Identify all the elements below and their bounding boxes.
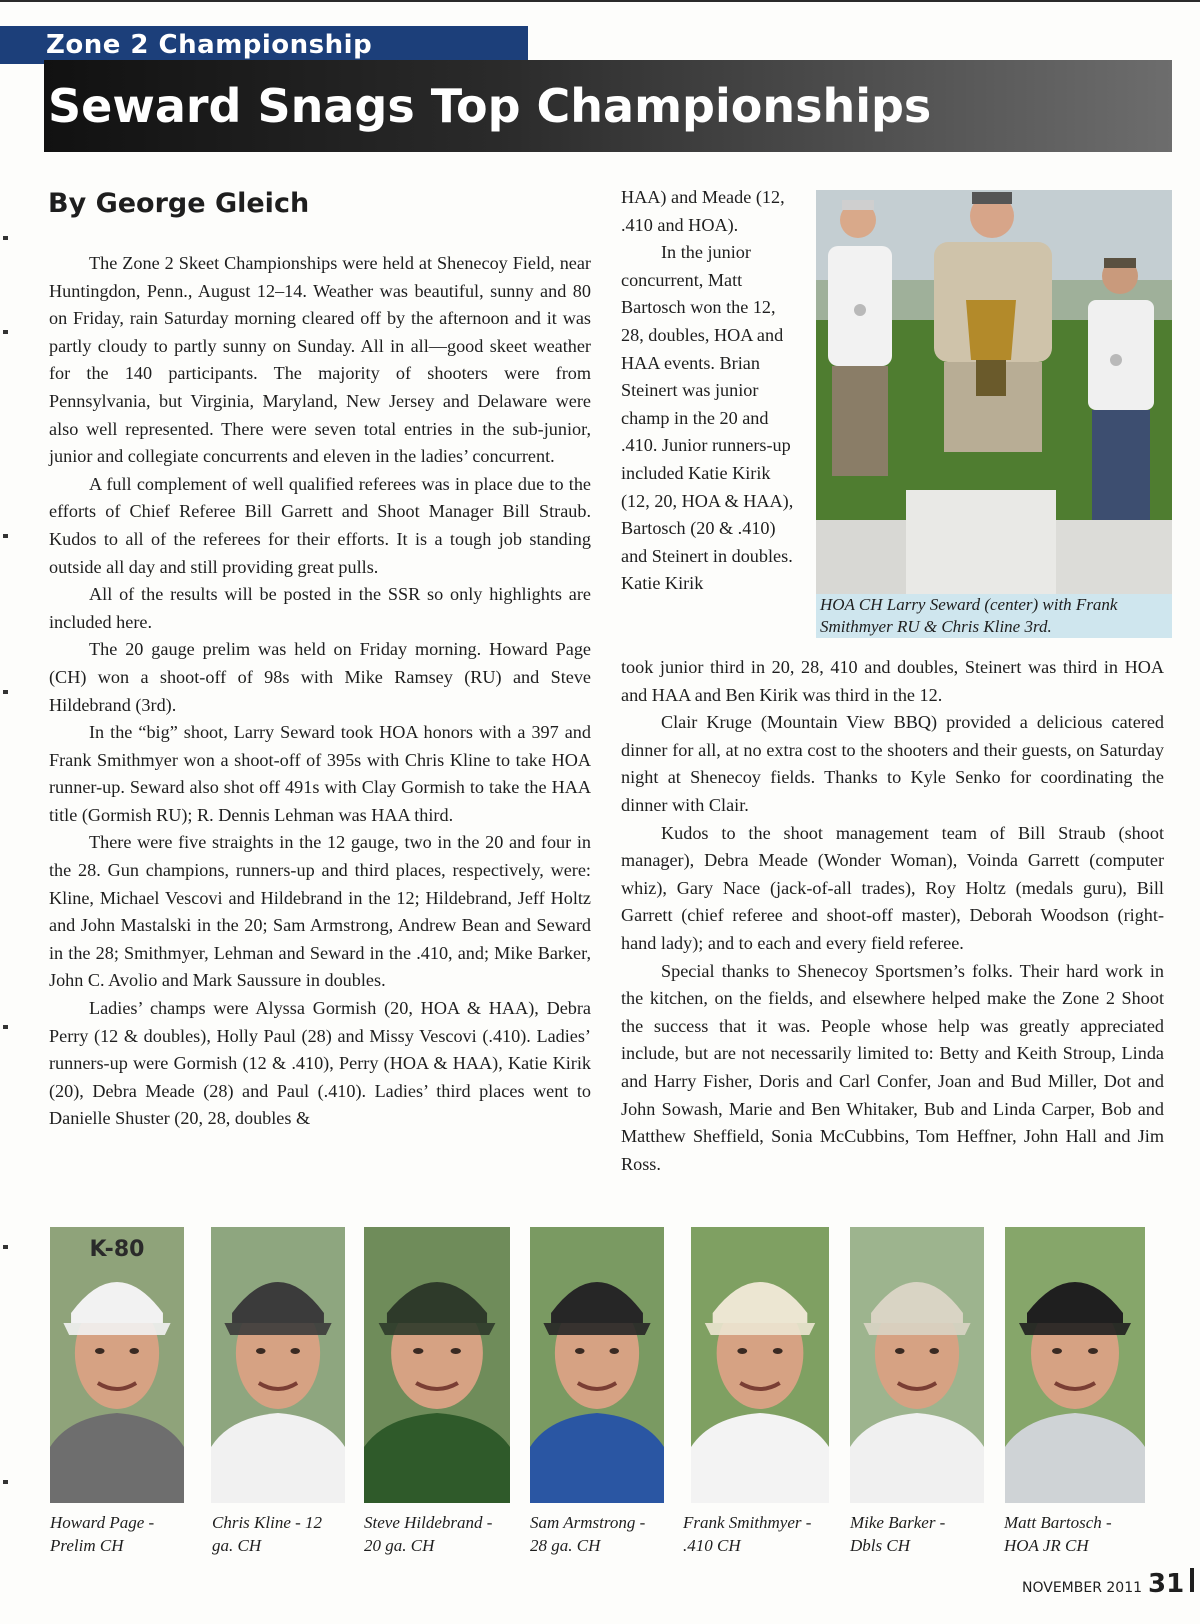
page-number: 31 <box>1148 1569 1185 1599</box>
portrait-illustration <box>530 1227 664 1503</box>
paragraph: In the “big” shoot, Larry Seward took HOA honors with a 397 and Frank Smithmyer won a shoot-off of 395s with Chris Kline to take HOA runner-up. Seward also shot off 491s with Clay Gormish to take the HAA title (Gormish RU); R. Dennis Lehman was HAA third. <box>49 722 591 825</box>
portrait-illustration <box>50 1227 184 1503</box>
portrait-caption-name: Frank Smithmyer - <box>683 1513 812 1532</box>
portrait-illustration <box>691 1227 829 1503</box>
paragraph: In the junior concurrent, Matt Bartosch won the 12, 28, doubles, HOA and HAA events. Brian Steinert was junior champ in the 20 and .410. Junior runners-up included Katie Kirik (12, 20, HOA & HAA), Bartosch (20 & .410) and Steinert in doubles. Katie Kirik <box>621 242 794 594</box>
portrait-photo <box>50 1227 184 1503</box>
paragraph: HAA) and Meade (12, .410 and HOA). <box>621 187 785 235</box>
portrait-caption <box>850 1511 945 1557</box>
margin-mark <box>3 236 8 240</box>
portrait-caption-title: Dbls CH <box>850 1536 910 1555</box>
portrait-illustration <box>364 1227 510 1503</box>
portrait-photo <box>850 1227 984 1503</box>
margin-mark <box>3 534 8 538</box>
portrait-caption <box>1004 1511 1112 1557</box>
portrait-illustration <box>850 1227 984 1503</box>
top-rule <box>0 0 1200 2</box>
margin-mark <box>3 330 8 334</box>
portrait-caption <box>683 1511 811 1557</box>
paragraph: Special thanks to Shenecoy Sportsmen’s folks. Their hard work in the kitchen, on the fields, and elsewhere helped make the Zone 2 Shoot the success that it was. People whose help was greatly appreciated include, but are not necessarily limited to: Betty and Keith Stroup, Linda and Harry Fisher, Doris and Carl Confer, Joan and Bud Miller, Dot and John Sowash, Marie and Ben Whitaker, Bub and Linda Carper, Bob and Matthew Sheffield, Sonia McCubbins, Tom Heffner, John Hall and Jim Ross. <box>621 960 1164 1174</box>
paragraph: The Zone 2 Skeet Championships were held at Shenecoy Field, near Huntingdon, Penn., August 12–14. Weather was beautiful, sunny and 80 on Friday, rain Saturday morning cleared off by the afternoon and it was partly cloudy to partly sunny on Sunday. All in all—good skeet weather for the 140 participants. The majority of shooters were from Pennsylvania, but Virginia, Maryland, New Jersey and Delaware were also well represented. There were seven total entries in the sub-junior, junior and collegiate concurrents and eleven in the ladies’ concurrent. <box>49 253 591 467</box>
margin-mark <box>3 690 8 694</box>
paragraph: Ladies’ champs were Alyssa Gormish (20, HOA & HAA), Debra Perry (12 & doubles), Holly Paul (28) and Missy Vescovi (.410). Ladies’ runners-up were Gormish (12 & .410), Perry (HOA & HAA), Katie Kirik (20), Debra Meade (28) and Paul (.410). Ladies’ third places went to Danielle Shuster (20, 28, doubles & <box>49 998 591 1129</box>
paragraph: All of the results will be posted in the SSR so only highlights are included here. <box>49 584 591 632</box>
portrait-caption <box>364 1511 492 1557</box>
paragraph: The 20 gauge prelim was held on Friday morning. Howard Page (CH) won a shoot-off of 98s with Mike Ramsey (RU) and Steve Hildebrand (3rd). <box>49 639 591 715</box>
article-column-1 <box>49 250 591 1133</box>
portrait-caption-title: HOA JR CH <box>1004 1536 1089 1555</box>
portrait-caption-name: Mike Barker - <box>850 1513 946 1532</box>
section-title: Zone 2 Championship <box>46 30 373 60</box>
issue-date: NOVEMBER 2011 <box>1022 1580 1143 1596</box>
portrait-photo <box>691 1227 829 1503</box>
portrait-photo <box>1005 1227 1145 1503</box>
portrait-photo <box>364 1227 510 1503</box>
portrait-caption-title: ga. CH <box>212 1536 262 1555</box>
podium-photo <box>816 190 1172 594</box>
portrait-caption-name: Steve Hildebrand - <box>364 1513 493 1532</box>
margin-mark <box>3 1025 8 1029</box>
paragraph: A full complement of well qualified referees was in place due to the efforts of Chief Referee Bill Garrett and Shoot Manager Bill Straub. Kudos to all of the referees for their efforts. It is a tough job standing outside all day and still providing great pulls. <box>49 473 591 577</box>
portrait-caption-title: .410 CH <box>683 1536 741 1555</box>
portrait-caption-title: 28 ga. CH <box>530 1536 601 1555</box>
portrait-caption-title: 20 ga. CH <box>364 1536 435 1555</box>
headline: Seward Snags Top Championships <box>48 79 932 133</box>
margin-mark <box>3 1480 8 1484</box>
article-column-2 <box>621 184 796 598</box>
portrait-caption <box>212 1511 322 1557</box>
portrait-photo <box>530 1227 664 1503</box>
headline-banner <box>44 60 1172 152</box>
portrait-caption <box>50 1511 154 1557</box>
paragraph: There were five straights in the 12 gauge, two in the 20 and four in the 28. Gun champions, runners-up and third places, respectively, were: Kline, Michael Vescovi and Hildebrand in the 12; Hildebrand, Jeff Holtz and John Mastalski in the 20; Sam Armstrong, Andrew Bean and Seward in the 28; Smithmyer, Lehman and Seward in the .410, and; Mike Barker, John C. Avolio and Mark Saussure in doubles. <box>49 832 591 991</box>
portrait-caption-name: Chris Kline - 12 <box>212 1513 323 1532</box>
portrait-caption-title: Prelim CH <box>50 1536 124 1555</box>
portrait-caption <box>530 1511 645 1557</box>
page-footer <box>1022 1568 1194 1599</box>
portrait-caption-name: Matt Bartosch - <box>1004 1513 1112 1532</box>
byline: By George Gleich <box>48 188 310 219</box>
page-number-bar <box>1190 1568 1194 1592</box>
margin-mark <box>3 1245 8 1249</box>
section-banner <box>0 26 528 64</box>
portrait-caption-name: Howard Page - <box>50 1513 155 1532</box>
portrait-illustration <box>211 1227 345 1503</box>
portrait-photo <box>211 1227 345 1503</box>
paragraph: took junior third in 20, 28, 410 and doubles, Steinert was third in HOA and HAA and Ben Kirik was third in the 12. <box>621 657 1164 705</box>
portrait-caption-name: Sam Armstrong - <box>530 1513 646 1532</box>
cap-logo-text: K-80 <box>89 1237 145 1262</box>
paragraph: Kudos to the shoot management team of Bill Straub (shoot manager), Debra Meade (Wonder Woman), Voinda Garrett (computer whiz), Gary Nace (jack-of-all trades), Roy Holtz (medals guru), Bill Garrett (chief referee and shoot-off master), Deborah Woodson (right-hand lady); and to each and every field referee. <box>621 822 1164 953</box>
article-column-3 <box>621 654 1164 1178</box>
paragraph: Clair Kruge (Mountain View BBQ) provided a delicious catered dinner for all, at no extra cost to the shooters and their guests, on Saturday night at Shenecoy fields. Thanks to Kyle Senko for coordinating the dinner with Clair. <box>621 712 1164 815</box>
podium-photo-illustration <box>816 190 1172 594</box>
portrait-illustration <box>1005 1227 1145 1503</box>
podium-photo-caption: HOA CH Larry Seward (center) with Frank Smithmyer RU & Chris Kline 3rd. <box>816 594 1172 638</box>
